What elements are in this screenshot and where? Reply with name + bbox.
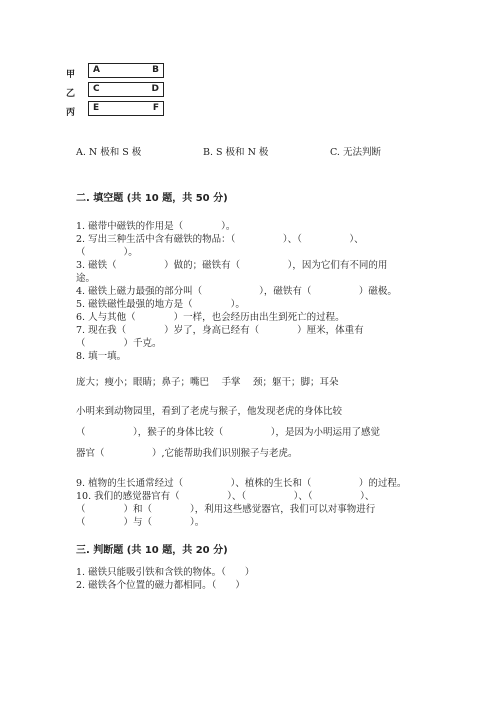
fill-line: 6. 人与其他（ ）一样，也会经历由出生到死亡的过程。: [76, 312, 345, 323]
option-b: B. S 极和 N 极: [203, 147, 269, 158]
magnet-bar-bing: [88, 101, 164, 116]
pole-label: A: [93, 65, 100, 75]
story-line: （ ），猴子的身体比较（ ），是因为小明运用了感觉: [76, 427, 381, 438]
story-line: 小明来到动物园里，看到了老虎与猴子，他发现老虎的身体比较: [76, 406, 343, 417]
pole-label: D: [151, 84, 159, 94]
pole-label: C: [93, 84, 100, 94]
magnet-bar-yi: [88, 82, 164, 97]
judge-line: 1. 磁铁只能吸引铁和含铁的物体。（ ）: [76, 567, 255, 578]
fill-line: 5. 磁铁磁性最强的地方是（ ）。: [76, 299, 245, 310]
bar-label-bing: 丙: [66, 108, 76, 118]
fill-line: 4. 磁铁上磁力最强的部分叫（ ），磁铁有（ ）磁极。: [76, 286, 397, 297]
fill-line: 9. 植物的生长通常经过（ ）、植株的生长和（ ）的过程。: [76, 478, 407, 489]
word-bank: 庞大；瘦小；眼睛；鼻子；嘴巴 手掌 颈；躯干；脚；耳朵: [76, 377, 339, 388]
story-line: 器官（ ）,它能帮助我们识别猴子与老虎。: [76, 448, 298, 459]
bar-label-yi: 乙: [66, 89, 76, 99]
fill-line: 1. 磁带中磁铁的作用是（ ）。: [76, 221, 236, 232]
pole-label: F: [152, 103, 159, 113]
fill-line: （ ）与（ ）。: [76, 517, 205, 528]
fill-line: 7. 现在我（ ）岁了，身高已经有（ ）厘米，体重有: [76, 325, 364, 336]
pole-label: E: [93, 103, 100, 113]
fill-line: 2. 写出三种生活中含有磁铁的物品：（ ）、（ ）、: [76, 234, 364, 245]
fill-line: （ ）和（ ），利用这些感觉器官，我们可以对事物进行: [76, 504, 376, 515]
fill-line: （ ）。: [76, 247, 138, 258]
pole-label: B: [152, 65, 159, 75]
judge-line: 2. 磁铁各个位置的磁力都相同。（ ）: [76, 580, 245, 591]
bar-label-jia: 甲: [66, 70, 76, 80]
fill-line: 8. 填一填。: [76, 351, 127, 362]
fill-line: 10. 我们的感觉器官有（ ）、（ ）、（ ）、: [76, 491, 375, 502]
section-2-title: 二. 填空题 (共 10 题，共 50 分): [76, 193, 228, 204]
section-3-title: 三. 判断题 (共 10 题，共 20 分): [76, 545, 228, 556]
fill-line: 3. 磁铁（ ）做的；磁铁有（ ），因为它们有不同的用: [76, 260, 388, 271]
magnet-bar-jia: [88, 63, 164, 78]
fill-line: （ ）千克。: [76, 338, 162, 349]
fill-line: 途。: [76, 273, 96, 284]
option-c: C. 无法判断: [330, 147, 381, 158]
option-a: A. N 极和 S 极: [76, 147, 142, 158]
